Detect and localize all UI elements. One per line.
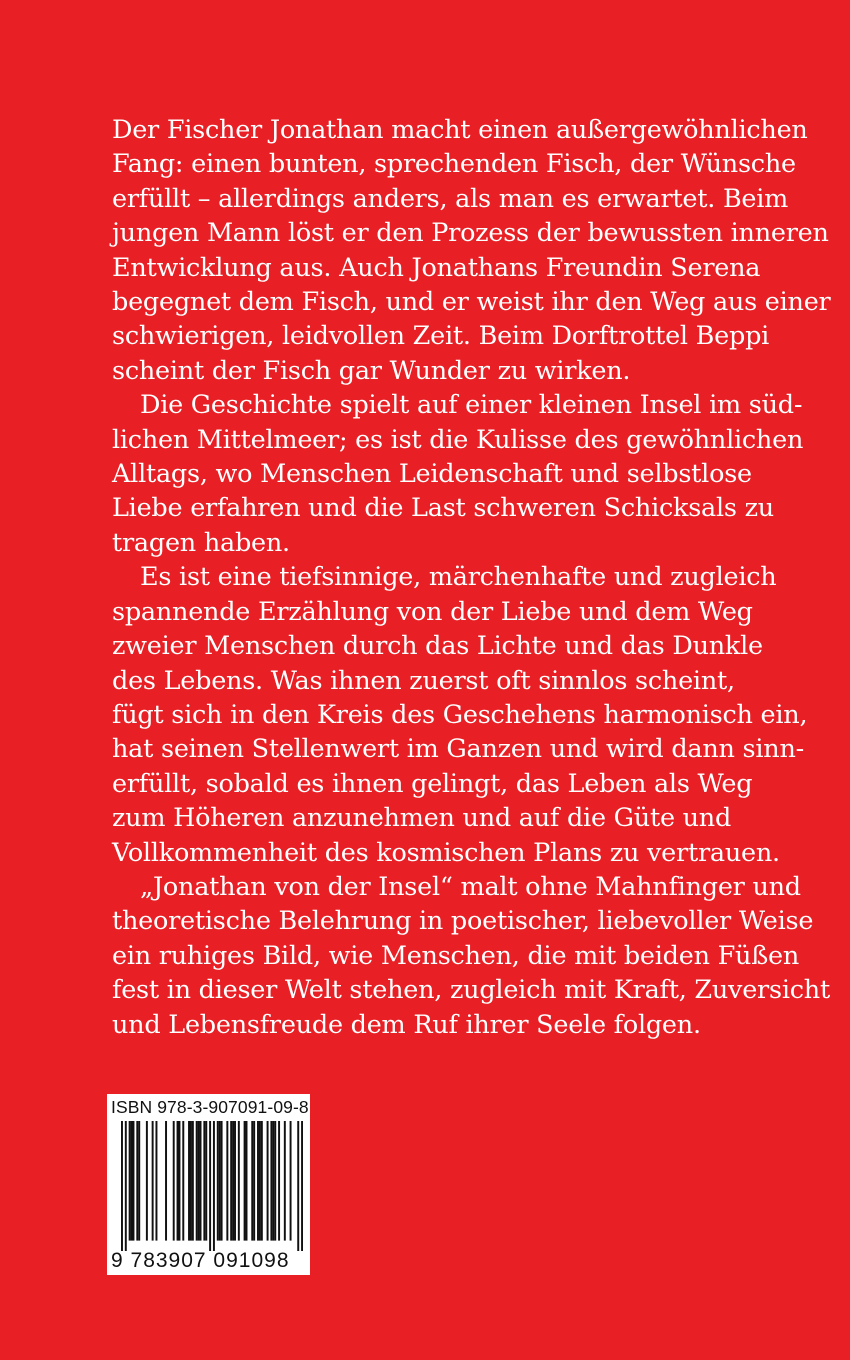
barcode-bar xyxy=(177,1121,179,1241)
barcode-bar xyxy=(238,1121,240,1241)
barcode-bar xyxy=(232,1121,234,1241)
barcode-bar xyxy=(213,1121,215,1251)
blurb-paragraph-2 xyxy=(112,388,812,560)
barcode-bar xyxy=(251,1121,253,1241)
barcode-bar xyxy=(182,1121,184,1241)
ean-digits: 9 783907 091098 xyxy=(111,1249,290,1272)
barcode-bar xyxy=(290,1121,292,1241)
blurb-line: erfüllt, sobald es ihnen gelingt, das Leben als Weg xyxy=(112,768,753,799)
isbn-barcode xyxy=(107,1094,310,1275)
barcode-bar xyxy=(284,1121,286,1241)
barcode-bar xyxy=(217,1121,219,1241)
barcode-bar xyxy=(125,1121,127,1251)
blurb-line: und Lebensfreude dem Ruf ihrer Seele folgen. xyxy=(112,1009,701,1040)
blurb-line: schwierigen, leidvollen Zeit. Beim Dorftrottel Beppi xyxy=(112,321,770,352)
barcode-bar xyxy=(200,1121,202,1241)
barcode-bar xyxy=(301,1121,303,1251)
barcode-bar xyxy=(261,1121,263,1241)
barcode-bar xyxy=(121,1121,123,1251)
barcode-bar xyxy=(136,1121,138,1241)
back-cover-blurb xyxy=(112,113,831,1042)
barcode-bar xyxy=(132,1121,134,1241)
barcode-bar xyxy=(205,1121,207,1241)
blurb-paragraph-3 xyxy=(112,560,812,870)
barcode-bar xyxy=(274,1121,276,1241)
barcode-bar xyxy=(267,1121,269,1241)
blurb-line: Liebe erfahren und die Last schweren Schicksals zu xyxy=(112,493,774,524)
barcode-bar xyxy=(178,1121,180,1241)
barcode-bar xyxy=(198,1121,200,1241)
barcode-bar xyxy=(138,1121,140,1241)
barcode-bar xyxy=(257,1121,259,1241)
barcode-bar xyxy=(192,1121,194,1241)
barcode-bar xyxy=(203,1121,205,1241)
barcode-bar xyxy=(244,1121,246,1241)
blurb-line: Fang: einen bunten, sprechenden Fisch, der Wünsche xyxy=(112,149,796,180)
blurb-line: Der Fischer Jonathan macht einen außergewöhnlichen xyxy=(112,115,808,145)
blurb-line: ein ruhiges Bild, wie Menschen, die mit beiden Füßen xyxy=(112,940,800,971)
blurb-paragraph-1 xyxy=(112,113,831,388)
blurb-line: „Jonathan von der Insel“ malt ohne Mahnfinger und xyxy=(140,871,801,902)
barcode-bar xyxy=(129,1121,131,1241)
barcode-bar xyxy=(188,1121,190,1241)
barcode-bar xyxy=(234,1121,236,1241)
blurb-line: jungen Mann löst er den Prozess der bewussten inneren xyxy=(112,218,829,249)
barcode-bar xyxy=(230,1121,232,1241)
barcode-bar xyxy=(146,1121,148,1241)
blurb-line: spannende Erzählung von der Liebe und dem Weg xyxy=(112,596,753,627)
blurb-line: des Lebens. Was ihnen zuerst oft sinnlos scheint, xyxy=(112,665,735,696)
blurb-line: tragen haben. xyxy=(112,527,290,558)
blurb-line: zweier Menschen durch das Lichte und das Dunkle xyxy=(112,631,763,662)
barcode-bar xyxy=(297,1121,299,1251)
barcode-bar xyxy=(221,1121,223,1241)
barcode-bar xyxy=(152,1121,154,1241)
barcode-bar xyxy=(131,1121,133,1241)
barcode-bar xyxy=(209,1121,211,1251)
blurb-line: Entwicklung aus. Auch Jonathans Freundin Serena xyxy=(112,252,761,283)
blurb-line: fest in dieser Welt stehen, zugleich mit Kraft, Zuversicht xyxy=(112,975,830,1006)
barcode-bar xyxy=(196,1121,198,1241)
barcode-bar xyxy=(278,1121,280,1241)
barcode-bars xyxy=(121,1121,303,1251)
barcode-bar xyxy=(270,1121,272,1241)
blurb-line: Die Geschichte spielt auf einer kleinen Insel im süd- xyxy=(140,390,803,421)
blurb-line: fügt sich in den Kreis des Geschehens harmonisch ein, xyxy=(112,699,808,730)
barcode-bar xyxy=(173,1121,175,1241)
barcode-bar xyxy=(219,1121,221,1241)
blurb-line: theoretische Belehrung in poetischer, liebevoller Weise xyxy=(112,906,814,937)
barcode-bar xyxy=(259,1121,261,1241)
blurb-line: zum Höheren anzunehmen und auf die Güte und xyxy=(112,803,732,834)
blurb-line: scheint der Fisch gar Wunder zu wirken. xyxy=(112,355,631,386)
barcode-bar xyxy=(246,1121,248,1241)
blurb-line: Vollkommenheit des kosmischen Plans zu vertrauen. xyxy=(112,837,780,868)
barcode-bar xyxy=(253,1121,255,1241)
blurb-line: Es ist eine tiefsinnige, märchenhafte und zugleich xyxy=(140,562,777,593)
isbn-label: ISBN 978-3-907091-09-8 xyxy=(111,1097,309,1117)
barcode-bar xyxy=(165,1121,167,1241)
blurb-line: begegnet dem Fisch, und er weist ihr den Weg aus einer xyxy=(112,287,831,318)
barcode-bar xyxy=(272,1121,274,1241)
barcode-bar xyxy=(190,1121,192,1241)
blurb-paragraph-4 xyxy=(112,870,830,1042)
blurb-line: Alltags, wo Menschen Leidenschaft und selbstlose xyxy=(112,459,752,490)
blurb-line: erfüllt – allerdings anders, als man es erwartet. Beim xyxy=(112,183,789,214)
blurb-line: lichen Mittelmeer; es ist die Kulisse des gewöhnlichen xyxy=(112,424,804,455)
barcode-bar xyxy=(226,1121,228,1241)
barcode-bar xyxy=(155,1121,157,1241)
blurb-line: hat seinen Stellenwert im Ganzen und wird dann sinn- xyxy=(112,734,804,765)
